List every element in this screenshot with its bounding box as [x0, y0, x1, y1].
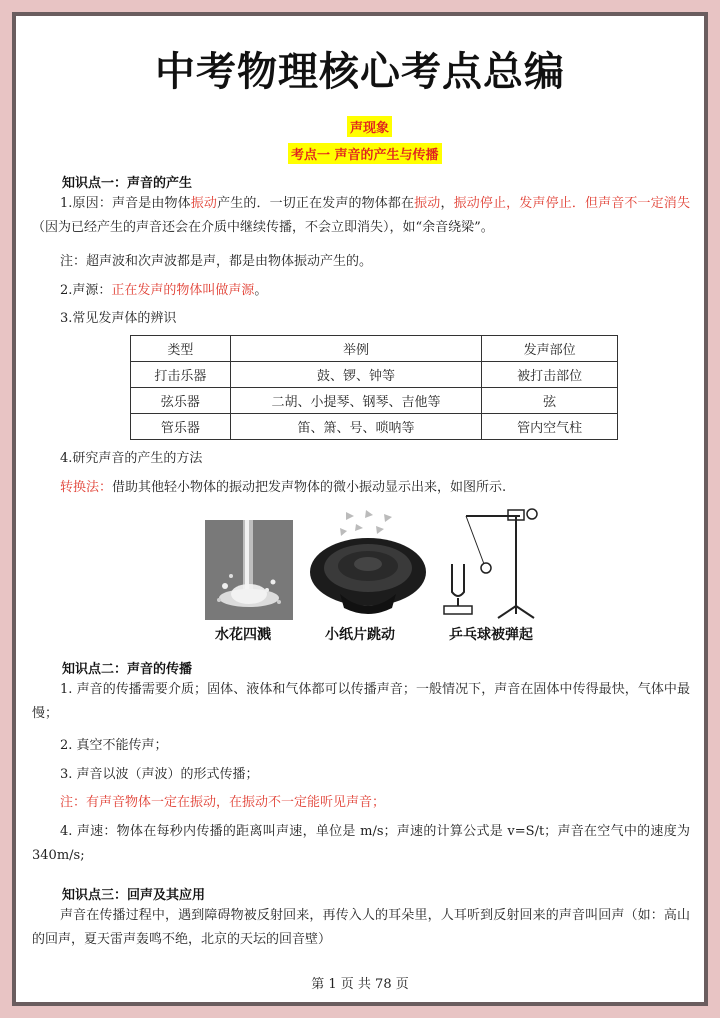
figure-caption: 小纸片跳动 [325, 627, 395, 643]
table-header: 发声部位 [482, 336, 618, 362]
table-header: 类型 [131, 336, 231, 362]
text-segment: 1.原因：声音是由物体 [60, 196, 191, 211]
figure-caption: 乒乓球被弹起 [449, 627, 533, 643]
method-line: 4.研究声音的产生的方法 [60, 451, 203, 466]
topic-title: 考点一 声音的产生与传播 [288, 143, 442, 164]
table-cell: 管乐器 [131, 414, 231, 440]
highlighted-text: 振动 [414, 196, 441, 211]
heading-k2: 知识点二：声音的传播 [62, 662, 193, 677]
table-header: 举例 [230, 336, 481, 362]
tuning-fork-ball-image [438, 506, 544, 622]
wave-line: 3. 声音以波（声波）的形式传播； [60, 767, 259, 782]
highlighted-text: 振动停止，发声停止．但声音不一定消失 [453, 196, 690, 211]
propagation-medium-paragraph: 1. 声音的传播需要介质；固体、液体和气体都可以传播声音；一般情况下，声音在固体中传得最快，气体中最慢； [32, 682, 690, 721]
conversion-label: 转换法： [60, 480, 113, 495]
table-row [131, 388, 618, 414]
conversion-method-line [32, 476, 690, 500]
table-row [131, 362, 618, 388]
table-cell: 管内空气柱 [482, 414, 618, 440]
page-title: 中考物理核心考点总编 [155, 49, 565, 95]
section-title: 声现象 [347, 116, 392, 137]
source-prefix: 2.声源： [60, 283, 112, 298]
echo-paragraph: 声音在传播过程中，遇到障碍物被反射回来，再传入人的耳朵里，人耳听到反射回来的声音叫回声（如：高山的回声，夏天雷声轰鸣不绝，北京的天坛的回音壁） [32, 908, 690, 947]
vibration-note: 注：有声音物体一定在振动，在振动不一定能听见声音； [60, 795, 386, 810]
speed-paragraph: 4. 声速：物体在每秒内传播的距离叫声速，单位是 m/s；声速的计算公式是 v=S/t；声音在空气中的速度为 340m/s; [32, 824, 690, 863]
cause-paragraph [32, 192, 690, 240]
table-cell: 鼓、锣、钟等 [230, 362, 481, 388]
source-suffix: 。 [254, 283, 268, 298]
page-footer: 第 1 页 共 78 页 [311, 977, 409, 992]
conversion-text: 借助其他轻小物体的振动把发声物体的微小振动显示出来，如图所示. [112, 480, 507, 495]
table-cell: 二胡、小提琴、钢琴、吉他等 [230, 388, 481, 414]
source-definition: 正在发声的物体叫做声源 [111, 283, 255, 298]
highlighted-text: 振动 [190, 196, 218, 211]
vacuum-line: 2. 真空不能传声； [60, 738, 168, 753]
water-splash-image [205, 520, 293, 620]
table-header-row [131, 336, 618, 362]
common-sources-line: 3.常见发声体的辨识 [60, 311, 177, 326]
text-segment: ， [440, 196, 454, 211]
speaker-paper-image [306, 508, 430, 620]
text-segment: 产生的．一切正在发声的物体都在 [217, 196, 415, 211]
text-segment: （因为已经产生的声音还会在介质中继续传播，不会立即消失），如“余音绕梁”。 [32, 220, 494, 235]
figure-caption: 水花四溅 [215, 627, 271, 643]
table-cell: 笛、箫、号、唢呐等 [230, 414, 481, 440]
table-cell: 被打击部位 [482, 362, 618, 388]
heading-k1: 知识点一：声音的产生 [62, 176, 193, 191]
note-ultrasonic: 注：超声波和次声波都是声，都是由物体振动产生的。 [60, 254, 373, 269]
heading-k3: 知识点三：回声及其应用 [62, 888, 206, 903]
sound-source-line [32, 279, 690, 303]
table-cell: 弦 [482, 388, 618, 414]
instrument-table [130, 335, 618, 440]
table-cell: 打击乐器 [131, 362, 231, 388]
table-row [131, 414, 618, 440]
table-cell: 弦乐器 [131, 388, 231, 414]
